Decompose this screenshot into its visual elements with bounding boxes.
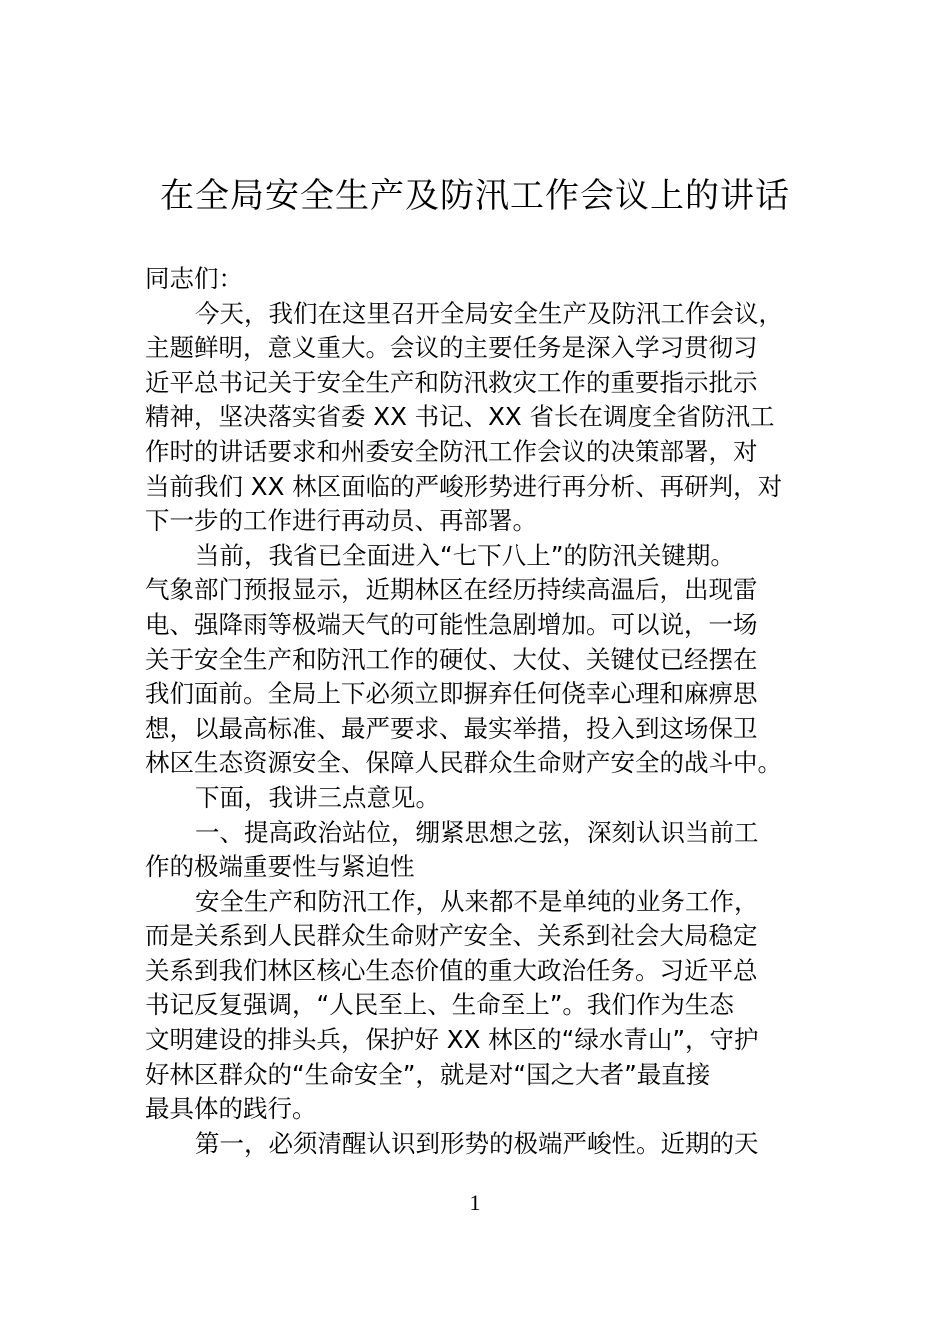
paragraph-line: 关系到我们林区核心生态价值的重大政治任务。习近平总 bbox=[145, 955, 758, 985]
section-heading-line: 作的极端重要性与紧迫性 bbox=[145, 852, 415, 882]
paragraph-line: 安全生产和防汛工作，从来都不是单纯的业务工作， bbox=[195, 886, 759, 916]
paragraph-line: 近平总书记关于安全生产和防汛救灾工作的重要指示批示 bbox=[145, 367, 758, 397]
paragraph-line: 主题鲜明，意义重大。会议的主要任务是深入学习贯彻习 bbox=[145, 333, 758, 363]
salutation: 同志们： bbox=[145, 264, 243, 293]
paragraph-line: 第一，必须清醒认识到形势的极端严峻性。近期的天 bbox=[195, 1128, 759, 1158]
section-heading-line: 一、提高政治站位，绷紧思想之弦，深刻认识当前工 bbox=[195, 817, 759, 847]
paragraph-line: 作时的讲话要求和州委安全防汛工作会议的决策部署，对 bbox=[145, 436, 758, 466]
page-number: 1 bbox=[469, 1190, 481, 1215]
paragraph-line: 想，以最高标准、最严要求、最实举措，投入到这场保卫 bbox=[145, 713, 758, 743]
paragraph-line: 下一步的工作进行再动员、再部署。 bbox=[145, 506, 537, 536]
paragraph-line: 气象部门预报显示，近期林区在经历持续高温后，出现雷 bbox=[145, 575, 758, 605]
paragraph-line: 电、强降雨等极端天气的可能性急剧增加。可以说，一场 bbox=[145, 609, 758, 639]
paragraph-line: 当前，我省已全面进入“七下八上”的防汛关键期。 bbox=[195, 540, 735, 570]
paragraph-line: 下面，我讲三点意见。 bbox=[195, 782, 440, 812]
paragraph-line: 书记反复强调，“人民至上、生命至上”。我们作为生态 bbox=[145, 990, 734, 1020]
paragraph-line: 今天，我们在这里召开全局安全生产及防汛工作会议， bbox=[195, 298, 783, 328]
document-body bbox=[145, 262, 845, 1161]
paragraph-line: 林区生态资源安全、保障人民群众生命财产安全的战斗中。 bbox=[145, 748, 782, 778]
paragraph-line: 关于安全生产和防汛工作的硬仗、大仗、关键仗已经摆在 bbox=[145, 644, 758, 674]
document-title: 在全局安全生产及防汛工作会议上的讲话 bbox=[160, 176, 790, 216]
paragraph-line: 最具体的践行。 bbox=[145, 1094, 317, 1124]
paragraph-line: 而是关系到人民群众生命财产安全、关系到社会大局稳定 bbox=[145, 921, 758, 951]
paragraph-line: 好林区群众的“生命安全”，就是对“国之大者”最直接 bbox=[145, 1059, 711, 1089]
paragraph-line: 文明建设的排头兵，保护好 XX 林区的“绿水青山”，守护 bbox=[145, 1025, 759, 1055]
paragraph-line: 我们面前。全局上下必须立即摒弃任何侥幸心理和麻痹思 bbox=[145, 679, 758, 709]
paragraph-line: 精神，坚决落实省委 XX 书记、XX 省长在调度全省防汛工 bbox=[145, 402, 775, 432]
paragraph-line: 当前我们 XX 林区面临的严峻形势进行再分析、再研判，对 bbox=[145, 471, 783, 501]
